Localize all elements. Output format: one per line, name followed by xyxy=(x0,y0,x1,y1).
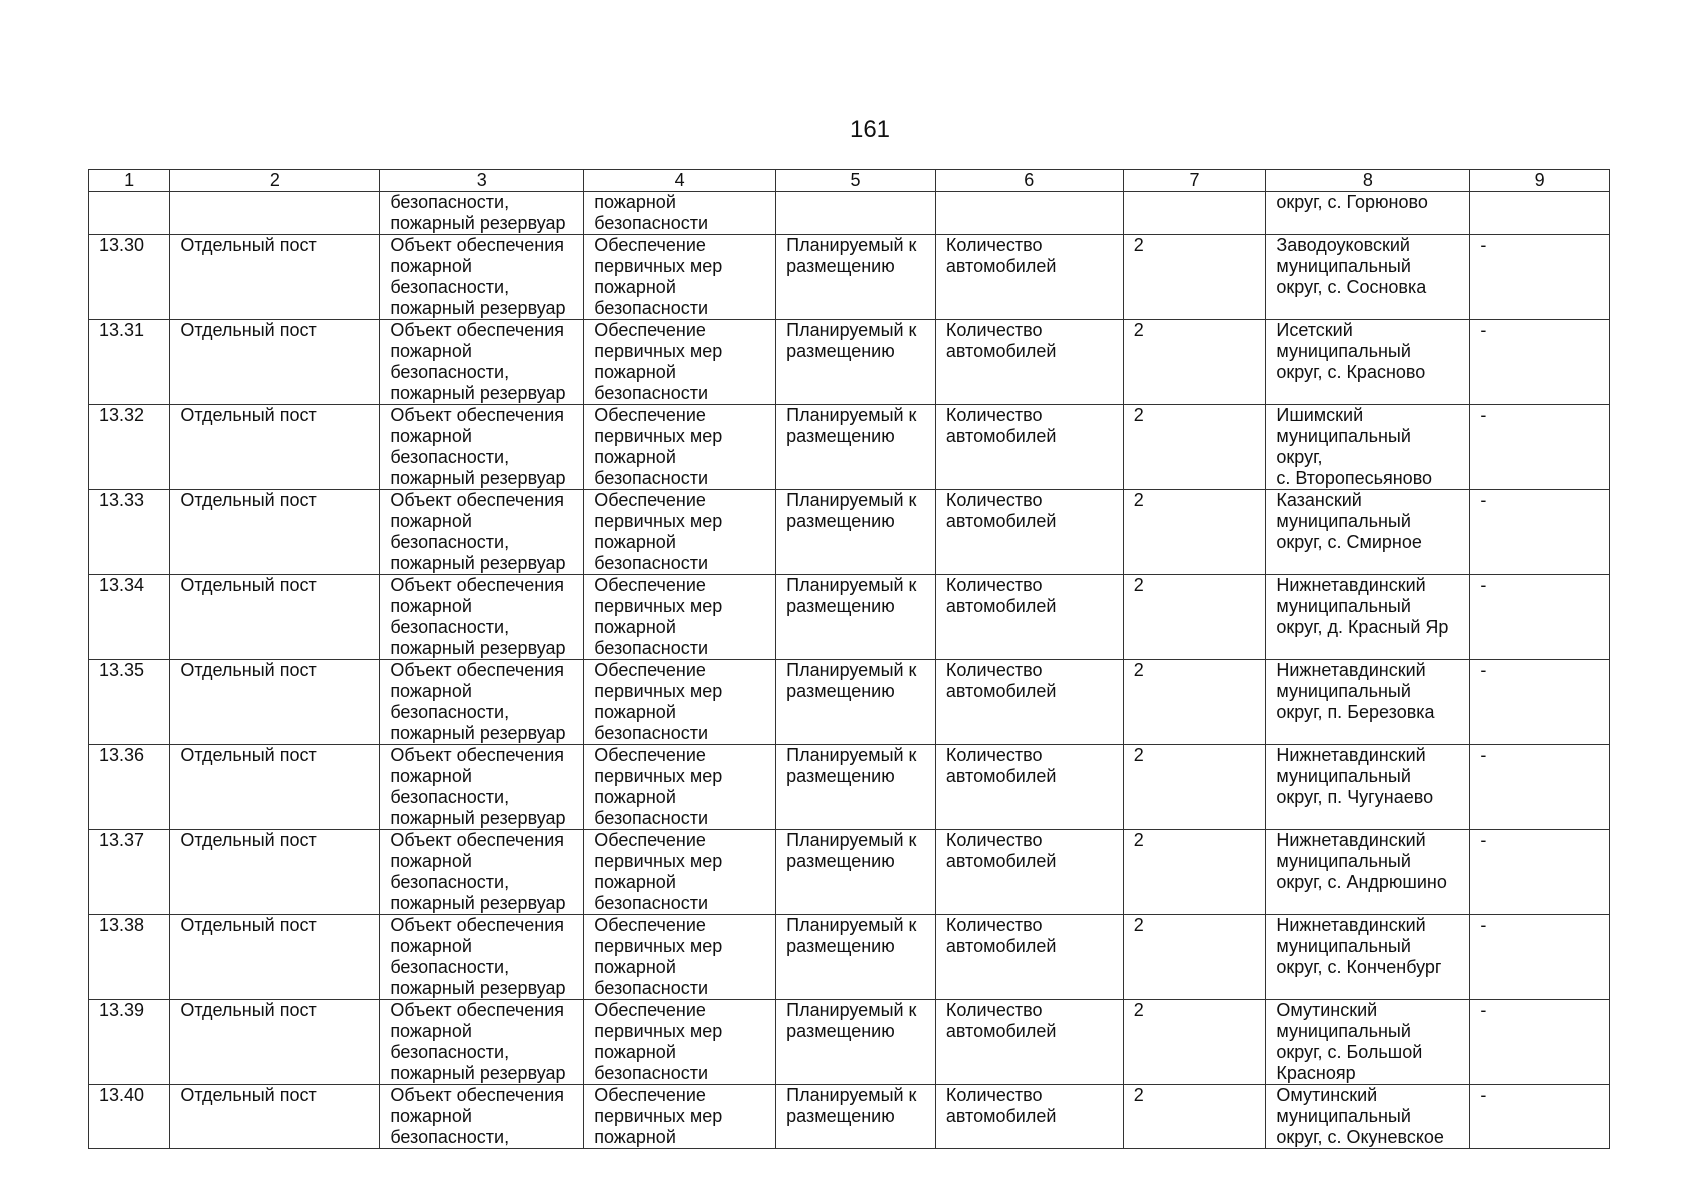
column-number-row xyxy=(89,170,1610,192)
table-cell: - xyxy=(1470,1000,1610,1085)
table-cell: Количество автомобилей xyxy=(935,915,1123,1000)
table-cell: Количество автомобилей xyxy=(935,1085,1123,1149)
table-cell: Объект обеспечения пожарной безопасности, пожарный резервуар xyxy=(380,320,584,405)
table-cell: Объект обеспечения пожарной безопасности, пожарный резервуар xyxy=(380,830,584,915)
table-cell: 2 xyxy=(1123,660,1266,745)
table-cell xyxy=(935,192,1123,235)
table-cell: Отдельный пост xyxy=(170,1000,380,1085)
table-cell: 13.40 xyxy=(89,1085,170,1149)
table-cell: округ, с. Горюново xyxy=(1266,192,1470,235)
table-cell: - xyxy=(1470,235,1610,320)
table-cell: Объект обеспечения пожарной безопасности, пожарный резервуар xyxy=(380,745,584,830)
table-cell: Планируемый к размещению xyxy=(776,235,936,320)
table-cell: 13.36 xyxy=(89,745,170,830)
table-cell: Отдельный пост xyxy=(170,1085,380,1149)
table-cell: Обеспечение первичных мер пожарной безопасности xyxy=(584,405,776,490)
table-cell: Количество автомобилей xyxy=(935,660,1123,745)
table-cell: Обеспечение первичных мер пожарной безопасности xyxy=(584,660,776,745)
table-cell: Количество автомобилей xyxy=(935,490,1123,575)
table-cell xyxy=(170,192,380,235)
table-cell: Отдельный пост xyxy=(170,490,380,575)
table-row xyxy=(89,405,1610,490)
table-cell: Планируемый к размещению xyxy=(776,660,936,745)
table-cell: Обеспечение первичных мер пожарной безопасности xyxy=(584,745,776,830)
table-cell: 2 xyxy=(1123,1000,1266,1085)
table-cell: Отдельный пост xyxy=(170,405,380,490)
table-cell: безопасности, пожарный резервуар xyxy=(380,192,584,235)
page-number: 161 xyxy=(849,116,891,143)
table-cell: Нижнетавдинский муниципальный округ, д. Красный Яр xyxy=(1266,575,1470,660)
column-number: 1 xyxy=(89,170,170,192)
table-row xyxy=(89,575,1610,660)
table-cell: - xyxy=(1470,745,1610,830)
table-cell: Количество автомобилей xyxy=(935,575,1123,660)
table-cell: Количество автомобилей xyxy=(935,320,1123,405)
table-cell: Обеспечение первичных мер пожарной безопасности xyxy=(584,575,776,660)
table-cell: Нижнетавдинский муниципальный округ, с. Андрюшино xyxy=(1266,830,1470,915)
table-row xyxy=(89,490,1610,575)
table-cell: Обеспечение первичных мер пожарной безопасности xyxy=(584,320,776,405)
table-cell: 2 xyxy=(1123,915,1266,1000)
table-cell: Ишимский муниципальный округ, с. Второпесьяново xyxy=(1266,405,1470,490)
table-cell: Отдельный пост xyxy=(170,575,380,660)
table-cell: Нижнетавдинский муниципальный округ, п. Чугунаево xyxy=(1266,745,1470,830)
table-cell: Планируемый к размещению xyxy=(776,915,936,1000)
table-cell: 13.33 xyxy=(89,490,170,575)
table-cell: 13.38 xyxy=(89,915,170,1000)
table-cell xyxy=(776,192,936,235)
table-cell: Планируемый к размещению xyxy=(776,320,936,405)
table-cell: Объект обеспечения пожарной безопасности, пожарный резервуар xyxy=(380,1000,584,1085)
column-number: 3 xyxy=(380,170,584,192)
table-cell: Количество автомобилей xyxy=(935,745,1123,830)
table-cell: Планируемый к размещению xyxy=(776,575,936,660)
table-row xyxy=(89,235,1610,320)
table-cell: 13.32 xyxy=(89,405,170,490)
table-cell: Планируемый к размещению xyxy=(776,490,936,575)
table-cell: Омутинский муниципальный округ, с. Окуневское xyxy=(1266,1085,1470,1149)
table-cell: Планируемый к размещению xyxy=(776,1000,936,1085)
table-cell: 2 xyxy=(1123,830,1266,915)
table-cell: Нижнетавдинский муниципальный округ, п. Березовка xyxy=(1266,660,1470,745)
table-cell: 2 xyxy=(1123,1085,1266,1149)
continuation-row xyxy=(89,192,1610,235)
table-row xyxy=(89,830,1610,915)
table-cell xyxy=(1123,192,1266,235)
table-cell: Объект обеспечения пожарной безопасности, пожарный резервуар xyxy=(380,915,584,1000)
table-cell: Объект обеспечения пожарной безопасности, пожарный резервуар xyxy=(380,235,584,320)
table-cell: - xyxy=(1470,660,1610,745)
table-cell: - xyxy=(1470,490,1610,575)
table-cell: Обеспечение первичных мер пожарной безопасности xyxy=(584,1000,776,1085)
table-cell: - xyxy=(1470,1085,1610,1149)
table-cell: Количество автомобилей xyxy=(935,405,1123,490)
table-cell: Количество автомобилей xyxy=(935,830,1123,915)
table-cell: Нижнетавдинский муниципальный округ, с. Конченбург xyxy=(1266,915,1470,1000)
table-row xyxy=(89,1000,1610,1085)
column-number: 4 xyxy=(584,170,776,192)
table-cell: - xyxy=(1470,405,1610,490)
table-cell: Казанский муниципальный округ, с. Смирное xyxy=(1266,490,1470,575)
table-cell: 2 xyxy=(1123,745,1266,830)
table-cell: Планируемый к размещению xyxy=(776,745,936,830)
table-row xyxy=(89,1085,1610,1149)
table-row xyxy=(89,320,1610,405)
table-cell xyxy=(89,192,170,235)
table-cell: 13.37 xyxy=(89,830,170,915)
table-cell: 13.35 xyxy=(89,660,170,745)
column-number: 8 xyxy=(1266,170,1470,192)
table-cell: Отдельный пост xyxy=(170,235,380,320)
table-cell: Обеспечение первичных мер пожарной безопасности xyxy=(584,235,776,320)
table-cell: Обеспечение первичных мер пожарной безопасности xyxy=(584,490,776,575)
table-cell: Омутинский муниципальный округ, с. Большой Краснояр xyxy=(1266,1000,1470,1085)
table-cell: Отдельный пост xyxy=(170,320,380,405)
table-row xyxy=(89,745,1610,830)
column-number: 6 xyxy=(935,170,1123,192)
table-row xyxy=(89,660,1610,745)
table-cell: Объект обеспечения пожарной безопасности, xyxy=(380,1085,584,1149)
table-cell: Обеспечение первичных мер пожарной xyxy=(584,1085,776,1149)
table-cell: - xyxy=(1470,915,1610,1000)
document-table xyxy=(88,169,1610,1149)
table-cell: Объект обеспечения пожарной безопасности, пожарный резервуар xyxy=(380,490,584,575)
table-row xyxy=(89,915,1610,1000)
table-cell: 13.34 xyxy=(89,575,170,660)
table-cell: 2 xyxy=(1123,405,1266,490)
column-number: 9 xyxy=(1470,170,1610,192)
table-cell: Обеспечение первичных мер пожарной безопасности xyxy=(584,830,776,915)
table-cell: 2 xyxy=(1123,320,1266,405)
table-cell: Планируемый к размещению xyxy=(776,830,936,915)
table-cell: 13.39 xyxy=(89,1000,170,1085)
table-cell: Планируемый к размещению xyxy=(776,405,936,490)
table-cell: 2 xyxy=(1123,490,1266,575)
table-cell: - xyxy=(1470,320,1610,405)
table-cell: Отдельный пост xyxy=(170,915,380,1000)
table-cell: Объект обеспечения пожарной безопасности, пожарный резервуар xyxy=(380,405,584,490)
table-cell: Объект обеспечения пожарной безопасности, пожарный резервуар xyxy=(380,660,584,745)
column-number: 7 xyxy=(1123,170,1266,192)
table-cell: 13.31 xyxy=(89,320,170,405)
table-cell: Количество автомобилей xyxy=(935,235,1123,320)
table-cell: 2 xyxy=(1123,575,1266,660)
table-cell: Количество автомобилей xyxy=(935,1000,1123,1085)
table-cell: Объект обеспечения пожарной безопасности, пожарный резервуар xyxy=(380,575,584,660)
table-cell: Отдельный пост xyxy=(170,745,380,830)
table-cell: пожарной безопасности xyxy=(584,192,776,235)
table-cell: 13.30 xyxy=(89,235,170,320)
column-number: 2 xyxy=(170,170,380,192)
table-cell: Отдельный пост xyxy=(170,660,380,745)
column-number: 5 xyxy=(776,170,936,192)
table-cell: Обеспечение первичных мер пожарной безопасности xyxy=(584,915,776,1000)
table-cell: Исетский муниципальный округ, с. Красново xyxy=(1266,320,1470,405)
table-cell: 2 xyxy=(1123,235,1266,320)
table-cell: Заводоуковский муниципальный округ, с. Сосновка xyxy=(1266,235,1470,320)
table-cell: Отдельный пост xyxy=(170,830,380,915)
table-cell: - xyxy=(1470,575,1610,660)
table-cell: - xyxy=(1470,830,1610,915)
table-cell: Планируемый к размещению xyxy=(776,1085,936,1149)
table-cell xyxy=(1470,192,1610,235)
